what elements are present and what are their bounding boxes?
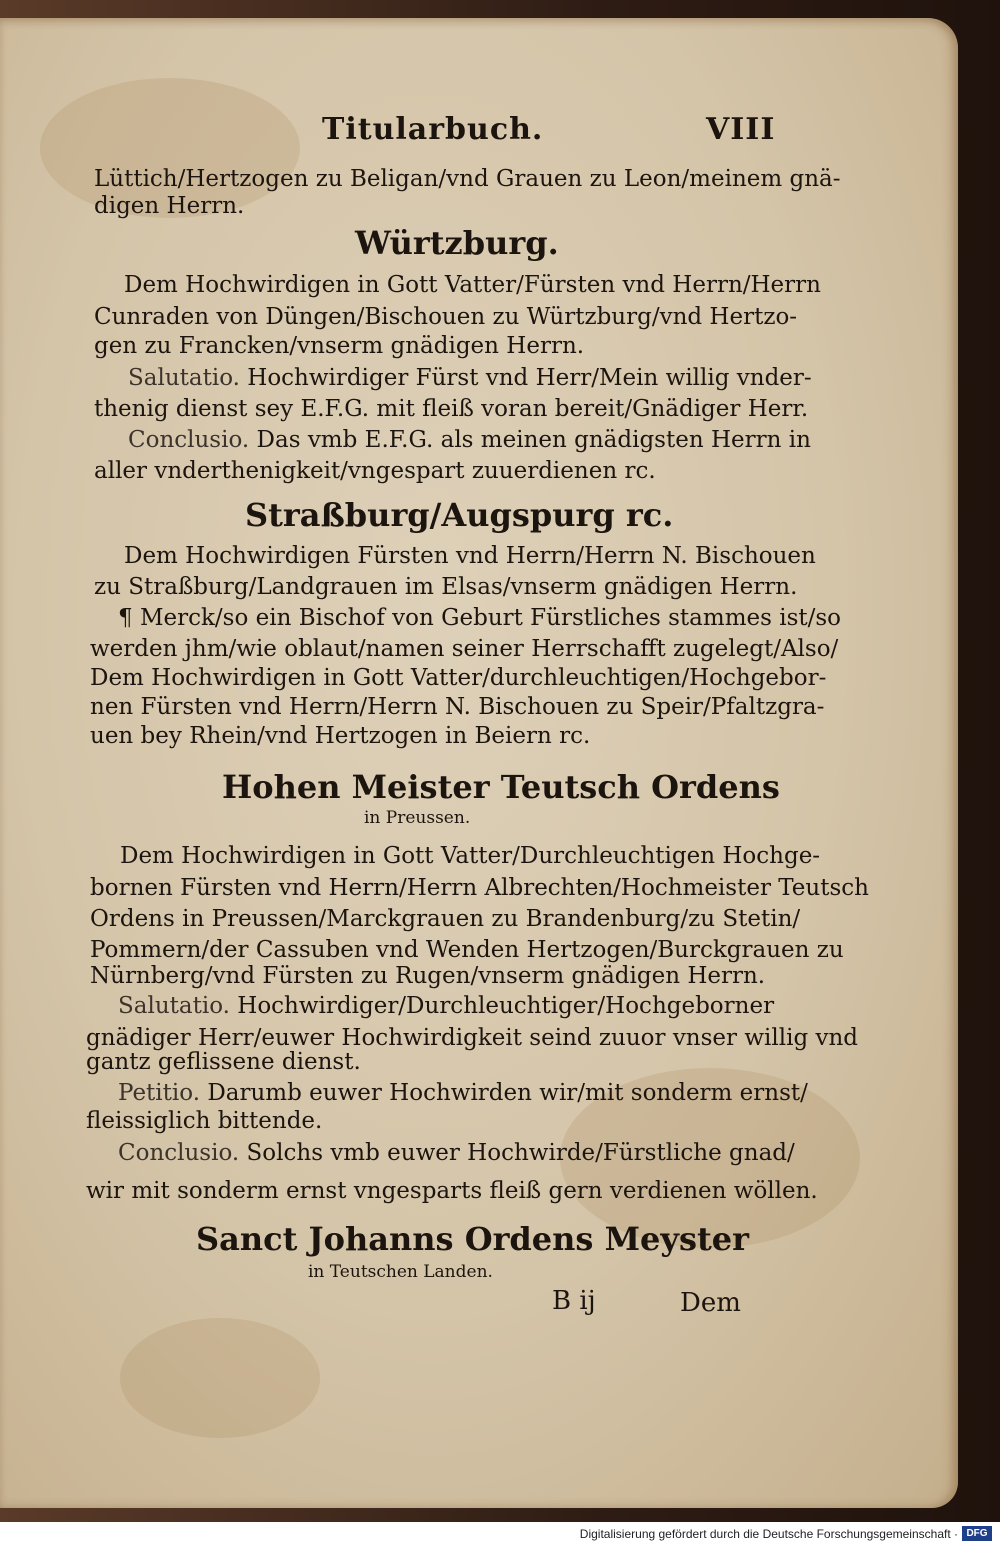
line-text: Solchs vmb euwer Hochwirde/Fürstliche gnad/ (246, 1140, 795, 1166)
text-line: thenig dienst sey E.F.G. mit fleiß voran bereit/Gnädiger Herr. (94, 396, 809, 422)
text-line: Dem Hochwirdigen in Gott Vatter/Durchleuchtigen Hochge- (120, 843, 821, 869)
text-line: nen Fürsten vnd Herrn/Herrn N. Bischouen zu Speir/Pfaltzgra- (90, 694, 825, 720)
section-subheading: in Preussen. (364, 808, 471, 828)
text-line: zu Straßburg/Landgrauen im Elsas/vnserm gnädigen Herrn. (94, 574, 798, 600)
text-line: aller vnderthenigkeit/vngespart zuuerdienen rc. (94, 458, 656, 484)
text-line: Ordens in Preussen/Marckgrauen zu Brandenburg/zu Stetin/ (90, 906, 801, 932)
line-text: Das vmb E.F.G. als meinen gnädigsten Herrn in (256, 427, 811, 453)
text-line: Dem Hochwirdigen in Gott Vatter/durchleuchtigen/Hochgebor- (90, 665, 827, 691)
text-line: Dem Hochwirdigen in Gott Vatter/Fürsten vnd Herrn/Herrn (124, 272, 821, 298)
text-line (128, 365, 812, 391)
text-line: gnädiger Herr/euwer Hochwirdigkeit seind zuuor vnser willig vnd (86, 1025, 859, 1051)
text-line: gen zu Francken/vnserm gnädigen Herrn. (94, 333, 585, 359)
text-line: Lüttich/Hertzogen zu Beligan/vnd Grauen zu Leon/meinem gnä- (94, 166, 841, 192)
text-line: Pommern/der Cassuben vnd Wenden Hertzogen/Burckgrauen zu (90, 937, 844, 963)
text-line: Cunraden von Düngen/Bischouen zu Würtzburg/vnd Hertzo- (94, 304, 798, 330)
folio-number: VIII (706, 112, 776, 147)
catchword: Dem (680, 1288, 741, 1318)
line-text: Hochwirdiger Fürst vnd Herr/Mein willig vnder- (247, 365, 812, 391)
text-line: werden jhm/wie oblaut/namen seiner Herrschafft zugelegt/Also/ (90, 636, 839, 662)
text-line: Nürnberg/vnd Fürsten zu Rugen/vnserm gnädigen Herrn. (90, 963, 766, 989)
line-label: Salutatio. (128, 365, 240, 391)
signature-mark: B ij (552, 1286, 596, 1316)
section-heading: Sanct Johanns Ordens Meyster (196, 1220, 749, 1258)
line-label: Salutatio. (118, 993, 230, 1019)
section-heading: Würtzburg. (355, 224, 559, 262)
running-title: Titularbuch. (322, 112, 544, 147)
text-line: digen Herrn. (94, 193, 245, 219)
text-line (128, 427, 811, 453)
section-subheading: in Teutschen Landen. (308, 1262, 493, 1282)
paper-stain (120, 1318, 320, 1438)
line-label: Conclusio. (128, 427, 250, 453)
text-line: bornen Fürsten vnd Herrn/Herrn Albrechten/Hochmeister Teutsch (90, 875, 869, 901)
credit-text: Digitalisierung gefördert durch die Deutsche Forschungsgemeinschaft · (579, 1527, 958, 1541)
line-label: Conclusio. (118, 1140, 240, 1166)
dfg-logo: DFG (962, 1526, 992, 1541)
text-line: Dem Hochwirdigen Fürsten vnd Herrn/Herrn N. Bischouen (124, 543, 816, 569)
text-line (118, 1080, 808, 1106)
section-heading: Hohen Meister Teutsch Ordens (222, 768, 780, 806)
line-label: Petitio. (118, 1080, 201, 1106)
line-text: Hochwirdiger/Durchleuchtiger/Hochgeborner (237, 993, 775, 1019)
text-line: fleissiglich bittende. (86, 1108, 323, 1134)
text-line (118, 1140, 795, 1166)
text-line: ¶ Merck/so ein Bischof von Geburt Fürstliches stammes ist/so (118, 605, 842, 631)
section-heading: Straßburg/Augspurg rc. (245, 496, 674, 534)
text-line (118, 993, 774, 1019)
line-text: Darumb euwer Hochwirden wir/mit sonderm ernst/ (207, 1080, 808, 1106)
text-line: uen bey Rhein/vnd Hertzogen in Beiern rc. (90, 723, 591, 749)
text-line: wir mit sonderm ernst vngesparts fleiß gern verdienen wöllen. (86, 1178, 818, 1204)
text-line: gantz geflissene dienst. (86, 1049, 361, 1075)
